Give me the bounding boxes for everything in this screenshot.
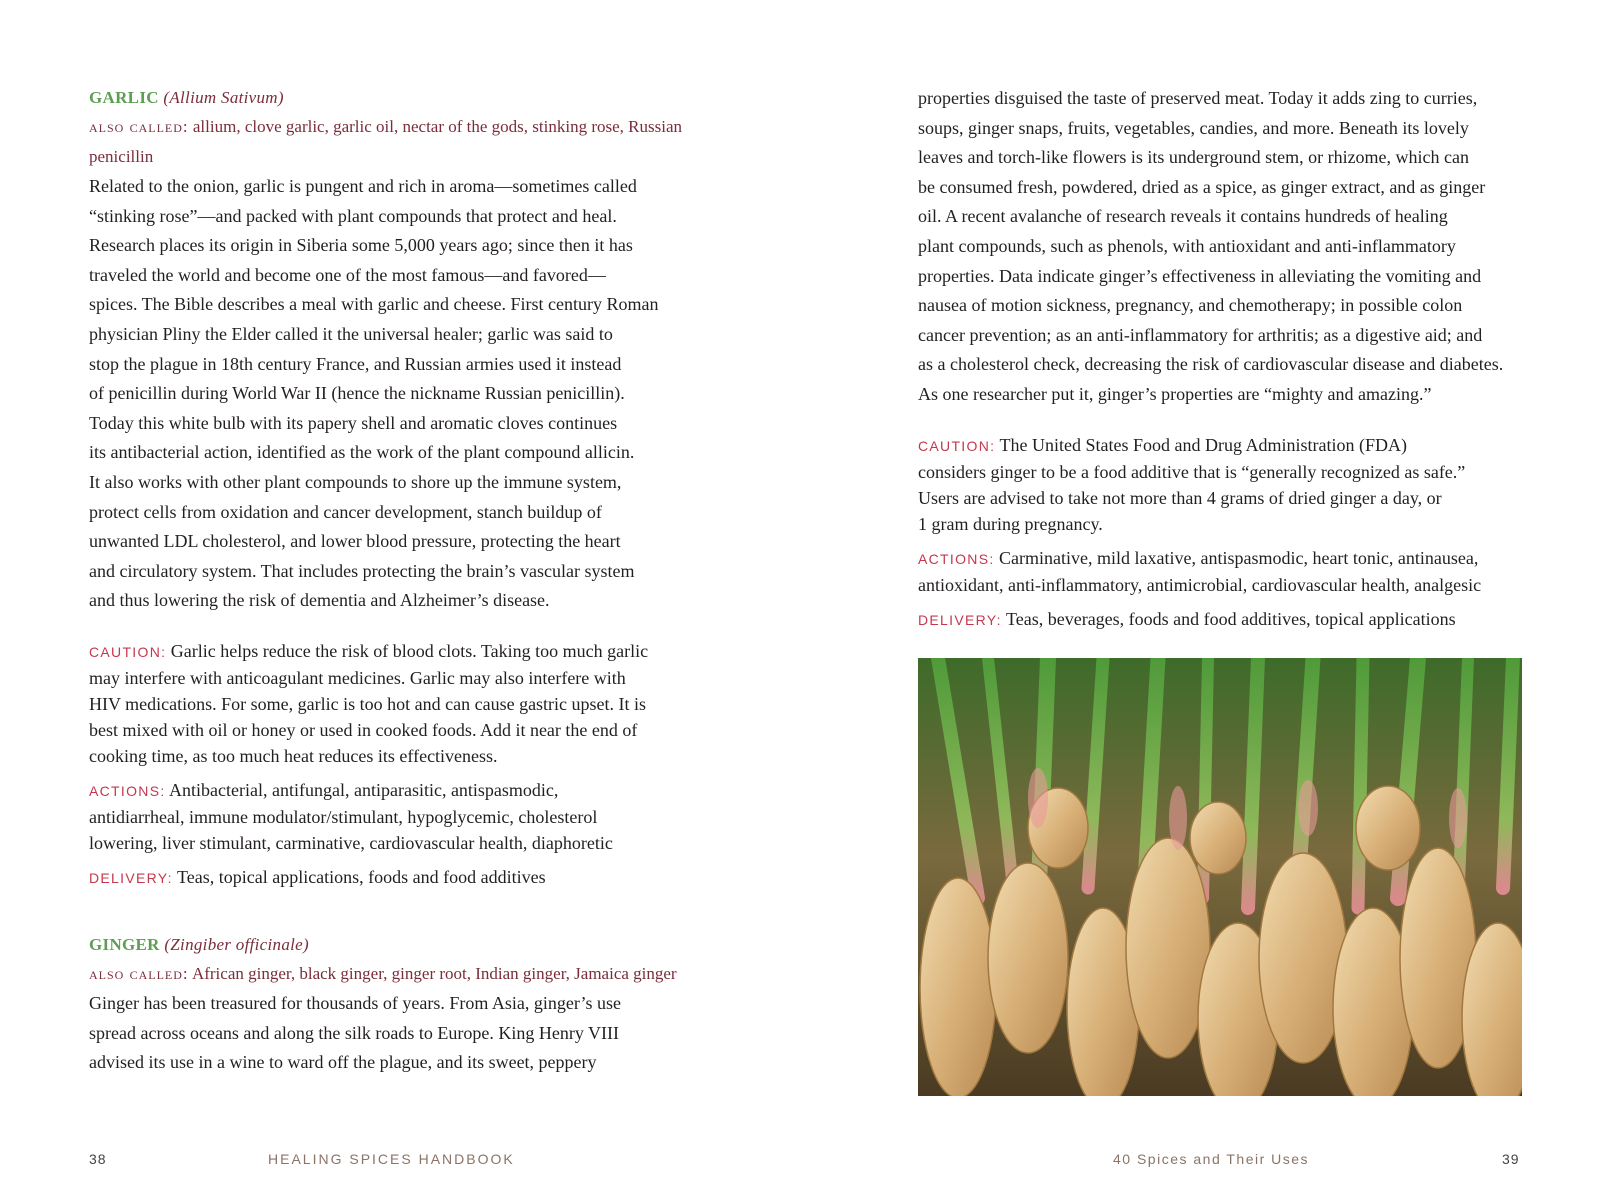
garlic-body: [89, 172, 704, 616]
left-running-head: HEALING SPICES HANDBOOK: [268, 1151, 515, 1167]
ginger-name: GINGER: [89, 934, 160, 954]
delivery-text: Teas, beverages, foods and food additives, topical applications: [1006, 608, 1456, 629]
body-line: nausea of motion sickness, pregnancy, and chemotherapy; in possible colon: [918, 295, 1463, 316]
ginger-root-illustration: [918, 658, 1522, 1096]
note-line: Users are advised to take not more than 4 grams of dried ginger a day, or: [918, 487, 1442, 508]
body-line: oil. A recent avalanche of research reveals it contains hundreds of healing: [918, 206, 1448, 227]
body-line: Research places its origin in Siberia some 5,000 years ago; since then it has: [89, 235, 633, 256]
actions-label: ACTIONS:: [918, 550, 995, 567]
ginger-actions: [918, 545, 1528, 598]
body-line: “stinking rose”—and packed with plant compounds that protect and heal.: [89, 205, 617, 226]
note-line: The United States Food and Drug Administration (FDA): [999, 434, 1407, 455]
ginger-caution: [918, 432, 1528, 537]
note-line: may interfere with anticoagulant medicines. Garlic may also interfere with: [89, 667, 626, 688]
ginger-also-called: [89, 959, 704, 989]
ginger-latin-name: (Zingiber officinale): [164, 934, 309, 954]
also-called-label: also called:: [89, 117, 189, 136]
garlic-heading: [89, 84, 704, 112]
ginger-heading: [89, 931, 704, 959]
ginger-body-continued: [918, 84, 1528, 410]
ginger-delivery: [918, 606, 1528, 633]
note-line: best mixed with oil or honey or used in cooked foods. Add it near the end of: [89, 719, 638, 740]
body-line: unwanted LDL cholesterol, and lower blood pressure, protecting the heart: [89, 531, 621, 552]
note-line: considers ginger to be a food additive that is “generally recognized as safe.”: [918, 461, 1466, 482]
garlic-latin-name: (Allium Sativum): [163, 88, 284, 107]
garlic-also-called: [89, 112, 704, 172]
actions-label: ACTIONS:: [89, 782, 166, 799]
delivery-label: DELIVERY:: [89, 869, 173, 886]
note-line: 1 gram during pregnancy.: [918, 513, 1103, 534]
caution-label: CAUTION:: [918, 437, 996, 454]
note-line: Antibacterial, antifungal, antiparasitic, antispasmodic,: [169, 779, 559, 800]
body-line: spices. The Bible describes a meal with garlic and cheese. First century Roman: [89, 294, 659, 315]
body-line: traveled the world and become one of the most famous—and favored—: [89, 264, 606, 285]
body-line: protect cells from oxidation and cancer development, stanch buildup of: [89, 501, 602, 522]
note-line: lowering, liver stimulant, carminative, cardiovascular health, diaphoretic: [89, 832, 613, 853]
body-line: properties. Data indicate ginger’s effectiveness in alleviating the vomiting and: [918, 265, 1482, 286]
body-line: plant compounds, such as phenols, with antioxidant and anti-inflammatory: [918, 235, 1456, 256]
garlic-delivery: [89, 864, 704, 891]
body-line: of penicillin during World War II (hence the nickname Russian penicillin).: [89, 383, 625, 404]
body-line: Related to the onion, garlic is pungent and rich in aroma—sometimes called: [89, 176, 637, 196]
note-line: antioxidant, anti-inflammatory, antimicrobial, cardiovascular health, analgesic: [918, 574, 1482, 595]
body-line: stop the plague in 18th century France, and Russian armies used it instead: [89, 353, 622, 374]
body-line: and thus lowering the risk of dementia and Alzheimer’s disease.: [89, 590, 550, 611]
note-line: cooking time, as too much heat reduces its effectiveness.: [89, 745, 498, 766]
ginger-root-photo: [918, 658, 1522, 1096]
ginger-aliases: African ginger, black ginger, ginger root, Indian ginger, Jamaica ginger: [191, 963, 677, 983]
note-line: Garlic helps reduce the risk of blood clots. Taking too much garlic: [170, 640, 649, 661]
right-page: [918, 84, 1528, 633]
body-line: properties disguised the taste of preserved meat. Today it adds zing to curries,: [918, 88, 1478, 108]
body-line: cancer prevention; as an anti-inflammatory for arthritis; as a digestive aid; and: [918, 324, 1483, 345]
body-line: Ginger has been treasured for thousands of years. From Asia, ginger’s use: [89, 992, 622, 1013]
body-line: Today this white bulb with its papery shell and aromatic cloves continues: [89, 412, 618, 433]
body-line: as a cholesterol check, decreasing the risk of cardiovascular disease and diabetes.: [918, 354, 1504, 375]
note-line: antidiarrheal, immune modulator/stimulant, hypoglycemic, cholesterol: [89, 806, 598, 827]
garlic-caution: [89, 638, 704, 769]
body-line: It also works with other plant compounds to shore up the immune system,: [89, 471, 622, 492]
garlic-actions: [89, 777, 704, 856]
body-line: soups, ginger snaps, fruits, vegetables, candies, and more. Beneath its lovely: [918, 117, 1469, 138]
garlic-aliases: allium, clove garlic, garlic oil, nectar of the gods, stinking rose, Russian penicillin: [89, 117, 682, 166]
also-called-label: also called:: [89, 963, 189, 983]
right-page-number: 39: [1502, 1151, 1520, 1167]
left-page: [89, 84, 704, 1078]
left-page-number: 38: [89, 1151, 107, 1167]
body-line: leaves and torch-like flowers is its underground stem, or rhizome, which can: [918, 147, 1470, 168]
note-line: Carminative, mild laxative, antispasmodic, heart tonic, antinausea,: [999, 547, 1479, 568]
body-line: physician Pliny the Elder called it the universal healer; garlic was said to: [89, 323, 613, 344]
body-line: be consumed fresh, powdered, dried as a spice, as ginger extract, and as ginger: [918, 176, 1486, 197]
delivery-text: Teas, topical applications, foods and food additives: [177, 866, 546, 887]
note-line: HIV medications. For some, garlic is too hot and can cause gastric upset. It is: [89, 693, 647, 714]
body-line: and circulatory system. That includes protecting the brain’s vascular system: [89, 560, 635, 581]
delivery-label: DELIVERY:: [918, 611, 1002, 628]
ginger-body: [89, 989, 704, 1078]
body-line: spread across oceans and along the silk roads to Europe. King Henry VIII: [89, 1022, 620, 1043]
right-running-head: 40 Spices and Their Uses: [1113, 1151, 1310, 1167]
body-line: As one researcher put it, ginger’s properties are “mighty and amazing.”: [918, 383, 1432, 404]
body-line: advised its use in a wine to ward off the plague, and its sweet, peppery: [89, 1052, 597, 1073]
caution-label: CAUTION:: [89, 643, 167, 660]
garlic-name: GARLIC: [89, 88, 159, 107]
body-line: its antibacterial action, identified as the work of the plant compound allicin.: [89, 442, 635, 463]
